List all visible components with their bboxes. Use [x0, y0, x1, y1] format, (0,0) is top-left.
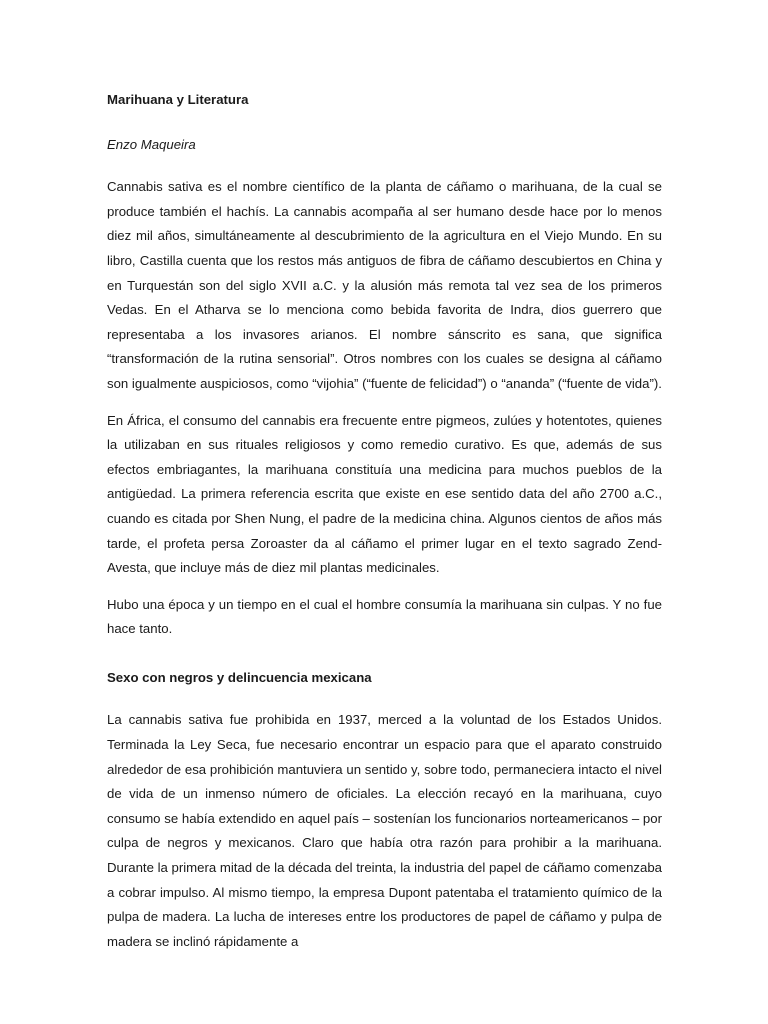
document-author: Enzo Maqueira [107, 136, 196, 152]
paragraph-section-1: La cannabis sativa fue prohibida en 1937, merced a la voluntad de los Estados Unidos. Terminada la Ley Seca, fue necesario encontrar un espacio para que el aparato construido alrededor de esa prohibición mantuviera un sentido y, sobre todo, permaneciera intacto el nivel de vida de un inmenso número de oficiales. La elección recayó en la marihuana, cuyo consumo se había extendido en aquel país – sostenían los funcionarios norteamericanos – por culpa de negros y mexicanos. Claro que había otra razón para prohibir a la marihuana. Durante la primera mitad de la década del treinta, la industria del papel de cáñamo comenzaba a cobrar impulso. Al mismo tiempo, la empresa Dupont patentaba el tratamiento químico de la pulpa de madera. La lucha de intereses entre los productores de papel de cáñamo y pulpa de madera se inclinó rápidamente a [107, 712, 662, 949]
document-title: Marihuana y Literatura [107, 92, 249, 107]
paragraph-intro-3: Hubo una época y un tiempo en el cual el hombre consumía la marihuana sin culpas. Y no fue hace tanto. [107, 596, 662, 637]
section-title: Sexo con negros y delincuencia mexicana [107, 669, 372, 685]
paragraph-intro-1: Cannabis sativa es el nombre científico de la planta de cáñamo o marihuana, de la cual se produce también el hachís. La cannabis acompaña al ser humano desde hace por lo menos diez mil años, simultáneamente al descubrimiento de la agricultura en el Viejo Mundo. En su libro, Castilla cuenta que los restos más antiguos de fibra de cáñamo descubiertos en China y en Turquestán son del siglo XVII a.C. y la alusión más remota tal vez sea de los primeros Vedas. En el Atharva se lo menciona como bebida favorita de Indra, dios guerrero que representaba a los invasores arianos. El nombre sánscrito es sana, que significa “transformación de la rutina sensorial”. Otros nombres con los cuales se designa al cáñamo son igualmente auspiciosos, como “vijohia” (“fuente de felicidad”) o “ananda” (“fuente de vida”). [107, 179, 662, 391]
paragraph-intro-2: En África, el consumo del cannabis era frecuente entre pigmeos, zulúes y hotentotes, quienes la utilizaban en sus rituales religiosos y como remedio curativo. Es que, además de sus efectos embriagantes, la marihuana constituía una medicina para muchos pueblos de la antigüedad. La primera referencia escrita que existe en ese sentido data del año 2700 a.C., cuando es citada por Shen Nung, el padre de la medicina china. Algunos cientos de años más tarde, el profeta persa Zoroaster da al cáñamo el primer lugar en el texto sagrado Zend-Avesta, que incluye más de diez mil plantas medicinales. [107, 412, 662, 576]
document-page [107, 88, 662, 966]
